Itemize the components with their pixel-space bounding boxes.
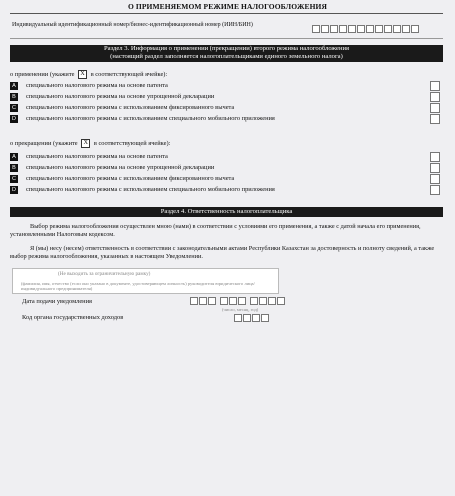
date-cell[interactable] [229, 297, 237, 305]
iin-cell[interactable] [312, 25, 320, 33]
stop-checkbox-d[interactable] [430, 185, 440, 195]
apply-option-a: A специального налогового режима на основе патента [10, 82, 440, 91]
revenue-authority-code-cells[interactable] [234, 314, 270, 322]
iin-cell[interactable] [330, 25, 338, 33]
iin-divider [10, 38, 443, 39]
responsibility-paragraph-1: Выбор режима налогообложения осуществлен мною (нами) в соответствии с условиями его применения, а также с датой начала его применения, установленными Налоговым кодексом. [10, 223, 421, 238]
date-cell[interactable] [208, 297, 216, 305]
apply-checkbox-d[interactable] [430, 114, 440, 124]
date-cell[interactable] [259, 297, 267, 305]
option-letter: D [10, 186, 18, 194]
iin-cell[interactable] [402, 25, 410, 33]
stop-checkbox-c[interactable] [430, 174, 440, 184]
name-field-hint: (Не выходить за ограничительную рамку) [58, 271, 151, 277]
stop-checkbox-a[interactable] [430, 152, 440, 162]
iin-cell[interactable] [348, 25, 356, 33]
stop-option-a: A специального налогового режима на основе патента [10, 153, 440, 162]
apply-option-c: C специального налогового режима с использованием фиксированного вычета [10, 104, 440, 113]
taxpayer-name-field[interactable] [12, 268, 279, 294]
date-cell[interactable] [190, 297, 198, 305]
option-letter: C [10, 104, 18, 112]
section3-header [10, 45, 443, 62]
option-letter: B [10, 93, 18, 101]
date-cell[interactable] [199, 297, 207, 305]
form-title: О ПРИМЕНЯЕМОМ РЕЖИМЕ НАЛОГООБЛОЖЕНИЯ [128, 2, 327, 11]
iin-cell[interactable] [393, 25, 401, 33]
date-cell[interactable] [250, 297, 258, 305]
section4-header [10, 207, 443, 217]
stop-option-d: D специального налогового режима с использованием специального мобильного приложения [10, 186, 440, 195]
submission-date-cells[interactable] [190, 297, 286, 305]
option-letter: B [10, 164, 18, 172]
stop-option-b: B специального налогового режима на основе упрощенной декларации [10, 164, 440, 173]
code-cell[interactable] [234, 314, 242, 322]
apply-instruction: о применении (укажите X в соответствующей ячейке): [10, 70, 168, 78]
stop-instruction: о прекращении (укажите X в соответствующей ячейке): [10, 139, 171, 147]
code-cell[interactable] [252, 314, 260, 322]
iin-cell[interactable] [357, 25, 365, 33]
section4-title: Раздел 4. Ответственность налогоплательщика [160, 208, 293, 215]
responsibility-paragraph-2: Я (мы) несу (несем) ответственность в соответствии с законодательными актами Республики Казахстан за достоверность и полноту сведений, а также выбор режима налогообложения, указанных в настоящем Уведомлении. [10, 245, 435, 260]
title-divider [10, 13, 443, 14]
revenue-authority-code-label: Код органа государственных доходов [22, 314, 124, 321]
name-field-caption: (фамилия, имя, отчество (если оно указано в документе, удостоверяющем личность) руководителя юридического лица/индивидуального предпринимателя) [21, 281, 255, 291]
submission-date-hint: (число, месяц, год) [222, 307, 259, 312]
option-letter: D [10, 115, 18, 123]
date-cell[interactable] [238, 297, 246, 305]
apply-option-d: D специального налогового режима с использованием специального мобильного приложения [10, 115, 440, 124]
stop-checkbox-b[interactable] [430, 163, 440, 173]
code-cell[interactable] [261, 314, 269, 322]
section3-subtitle: (настоящий раздел заполняется налогоплательщиками единого земельного налога) [110, 52, 343, 60]
iin-cell[interactable] [339, 25, 347, 33]
section3-title: Раздел 3. Информация о применении (прекращении) второго режима налогообложения [103, 45, 350, 52]
code-cell[interactable] [243, 314, 251, 322]
option-letter: A [10, 153, 18, 161]
iin-label: Индивидуальный идентификационный номер/бизнес-идентификационный номер (ИИН/БИН) [12, 22, 253, 28]
apply-checkbox-b[interactable] [430, 92, 440, 102]
iin-cell[interactable] [384, 25, 392, 33]
option-letter: C [10, 175, 18, 183]
apply-checkbox-a[interactable] [430, 81, 440, 91]
x-mark-sample: X [78, 70, 87, 79]
iin-cell[interactable] [375, 25, 383, 33]
date-cell[interactable] [268, 297, 276, 305]
date-cell[interactable] [220, 297, 228, 305]
iin-cell[interactable] [411, 25, 419, 33]
stop-option-c: C специального налогового режима с использованием фиксированного вычета [10, 175, 440, 184]
date-cell[interactable] [277, 297, 285, 305]
submission-date-label: Дата подачи уведомления [22, 298, 92, 305]
apply-checkbox-c[interactable] [430, 103, 440, 113]
apply-option-b: B специального налогового режима на основе упрощенной декларации [10, 93, 440, 102]
iin-input-cells[interactable] [312, 25, 420, 33]
option-letter: A [10, 82, 18, 90]
iin-cell[interactable] [321, 25, 329, 33]
x-mark-sample: X [81, 139, 90, 148]
iin-cell[interactable] [366, 25, 374, 33]
